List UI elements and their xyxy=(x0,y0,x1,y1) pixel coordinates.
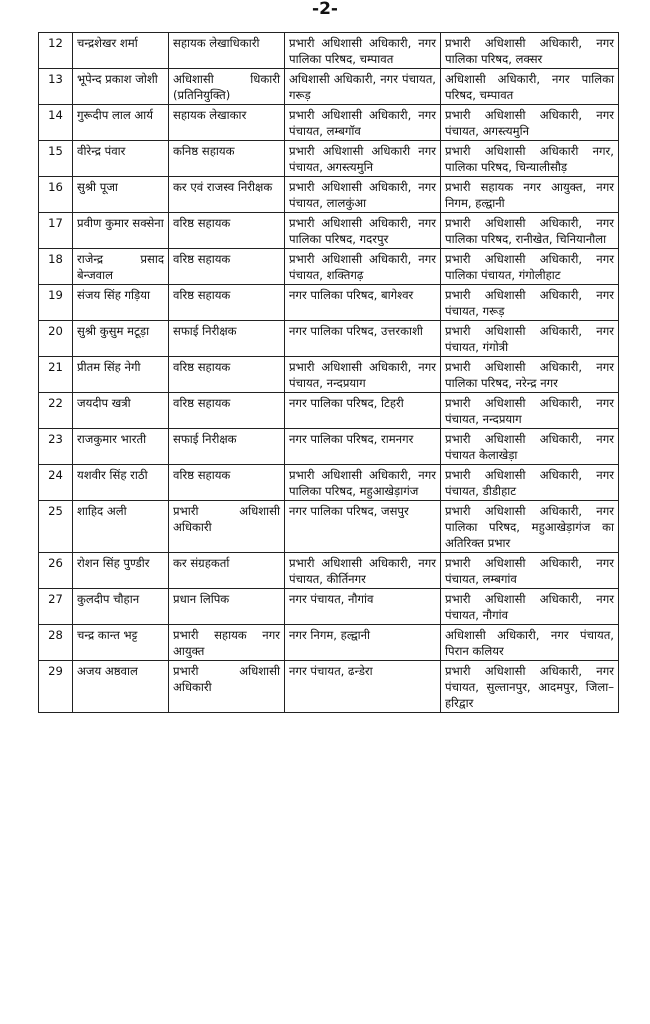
designation-cell: सहायक लेखाकार xyxy=(169,105,285,141)
current-posting-cell: प्रभारी अधिशासी अधिकारी नगर पंचायत, अगस्त्यमुनि xyxy=(285,141,441,177)
designation-cell: प्रभारी सहायक नगर आयुक्त xyxy=(169,625,285,661)
table-row xyxy=(39,501,619,553)
serial-number-cell: 20 xyxy=(39,321,73,357)
current-posting-cell: प्रभारी अधिशासी अधिकारी, नगर पंचायत, लम्बगॉव xyxy=(285,105,441,141)
serial-number-cell: 14 xyxy=(39,105,73,141)
new-posting-cell: प्रभारी अधिशासी अधिकारी, नगर पंचायत, नन्दप्रयाग xyxy=(441,393,619,429)
table-row xyxy=(39,249,619,285)
officer-name-cell: संजय सिंह गड़िया xyxy=(73,285,169,321)
officer-name-cell: प्रीतम सिंह नेगी xyxy=(73,357,169,393)
designation-cell: प्रधान लिपिक xyxy=(169,589,285,625)
table-row xyxy=(39,465,619,501)
new-posting-cell: अधिशासी अधिकारी, नगर पालिका परिषद, चम्पावत xyxy=(441,69,619,105)
serial-number-cell: 28 xyxy=(39,625,73,661)
new-posting-cell: प्रभारी अधिशासी अधिकारी, नगर पालिका परिषद, महुआखेड़ागंज का अतिरिक्त प्रभार xyxy=(441,501,619,553)
current-posting-cell: नगर पंचायत, ढन्डेरा xyxy=(285,661,441,713)
officer-name-cell: जयदीप खत्री xyxy=(73,393,169,429)
designation-cell: सफाई निरीक्षक xyxy=(169,321,285,357)
designation-cell: अधिशासी धिकारी (प्रतिनियुक्ति) xyxy=(169,69,285,105)
current-posting-cell: प्रभारी अधिशासी अधिकारी, नगर पालिका परिषद, चम्पावत xyxy=(285,33,441,69)
current-posting-cell: प्रभारी अधिशासी अधिकारी, नगर पंचायत, कीर्तिनगर xyxy=(285,553,441,589)
current-posting-cell: नगर पंचायत, नौगांव xyxy=(285,589,441,625)
officer-name-cell: यशवीर सिंह राठी xyxy=(73,465,169,501)
table-row xyxy=(39,589,619,625)
new-posting-cell: प्रभारी अधिशासी अधिकारी, नगर पंचायत, गरूड़ xyxy=(441,285,619,321)
transfer-table xyxy=(38,32,619,713)
officer-name-cell: सुश्री कुसुम मटूड़ा xyxy=(73,321,169,357)
officer-name-cell: गुरूदीप लाल आर्य xyxy=(73,105,169,141)
new-posting-cell: प्रभारी अधिशासी अधिकारी, नगर पालिका परिषद, लक्सर xyxy=(441,33,619,69)
designation-cell: वरिष्ठ सहायक xyxy=(169,357,285,393)
new-posting-cell: प्रभारी अधिशासी अधिकारी, नगर पालिका परिषद, रानीखेत, चिनियानौला xyxy=(441,213,619,249)
new-posting-cell: प्रभारी अधिशासी अधिकारी, नगर पालिका परिषद, नरेन्द्र नगर xyxy=(441,357,619,393)
designation-cell: कर संग्रहकर्ता xyxy=(169,553,285,589)
current-posting-cell: प्रभारी अधिशासी अधिकारी, नगर पंचायत, शक्तिगढ़ xyxy=(285,249,441,285)
table-row xyxy=(39,285,619,321)
officer-name-cell: राजकुमार भारती xyxy=(73,429,169,465)
serial-number-cell: 24 xyxy=(39,465,73,501)
new-posting-cell: प्रभारी सहायक नगर आयुक्त, नगर निगम, हल्द्वानी xyxy=(441,177,619,213)
new-posting-cell: प्रभारी अधिशासी अधिकारी, नगर पंचायत, गंगोत्री xyxy=(441,321,619,357)
new-posting-cell: प्रभारी अधिशासी अधिकारी, नगर पंचायत, लम्बगांव xyxy=(441,553,619,589)
new-posting-cell: प्रभारी अधिशासी अधिकारी, नगर पंचायत केलाखेड़ा xyxy=(441,429,619,465)
designation-cell: कर एवं राजस्व निरीक्षक xyxy=(169,177,285,213)
table-row xyxy=(39,141,619,177)
current-posting-cell: नगर निगम, हल्द्वानी xyxy=(285,625,441,661)
current-posting-cell: नगर पालिका परिषद, उत्तरकाशी xyxy=(285,321,441,357)
serial-number-cell: 23 xyxy=(39,429,73,465)
table-row xyxy=(39,213,619,249)
current-posting-cell: नगर पालिका परिषद, जसपुर xyxy=(285,501,441,553)
designation-cell: वरिष्ठ सहायक xyxy=(169,465,285,501)
serial-number-cell: 29 xyxy=(39,661,73,713)
officer-name-cell: रोशन सिंह पुण्डीर xyxy=(73,553,169,589)
new-posting-cell: प्रभारी अधिशासी अधिकारी, नगर पंचायत, सुल्तानपुर, आदमपुर, जिला–हरिद्वार xyxy=(441,661,619,713)
new-posting-cell: प्रभारी अधिशासी अधिकारी, नगर पंचायत, डीडीहाट xyxy=(441,465,619,501)
officer-name-cell: प्रवीण कुमार सक्सेना xyxy=(73,213,169,249)
designation-cell: वरिष्ठ सहायक xyxy=(169,249,285,285)
new-posting-cell: प्रभारी अधिशासी अधिकारी नगर, पालिका परिषद, चिन्यालीसौड़ xyxy=(441,141,619,177)
designation-cell: प्रभारी अधिशासी अधिकारी xyxy=(169,501,285,553)
serial-number-cell: 16 xyxy=(39,177,73,213)
officer-name-cell: राजेन्द्र प्रसाद बेन्जवाल xyxy=(73,249,169,285)
designation-cell: वरिष्ठ सहायक xyxy=(169,285,285,321)
current-posting-cell: नगर पालिका परिषद, रामनगर xyxy=(285,429,441,465)
table-row xyxy=(39,357,619,393)
current-posting-cell: नगर पालिका परिषद, बागेश्वर xyxy=(285,285,441,321)
new-posting-cell: प्रभारी अधिशासी अधिकारी, नगर पंचायत, अगस्त्यमुनि xyxy=(441,105,619,141)
new-posting-cell: अधिशासी अधिकारी, नगर पंचायत, पिरान कलियर xyxy=(441,625,619,661)
designation-cell: प्रभारी अधिशासी अधिकारी xyxy=(169,661,285,713)
officer-name-cell: वीरेन्द्र पंवार xyxy=(73,141,169,177)
officer-name-cell: चन्द्र कान्त भट्ट xyxy=(73,625,169,661)
serial-number-cell: 21 xyxy=(39,357,73,393)
current-posting-cell: प्रभारी अधिशासी अधिकारी, नगर पंचायत, लालकुंआ xyxy=(285,177,441,213)
officer-name-cell: अजय अष्ठवाल xyxy=(73,661,169,713)
current-posting-cell: अधिशासी अधिकारी, नगर पंचायत, गरूड़ xyxy=(285,69,441,105)
table-row xyxy=(39,553,619,589)
designation-cell: सफाई निरीक्षक xyxy=(169,429,285,465)
page-number: -2- xyxy=(312,0,338,19)
table-row xyxy=(39,33,619,69)
table-row xyxy=(39,661,619,713)
officer-name-cell: भूपेन्द प्रकाश जोशी xyxy=(73,69,169,105)
table-row xyxy=(39,429,619,465)
serial-number-cell: 26 xyxy=(39,553,73,589)
designation-cell: वरिष्ठ सहायक xyxy=(169,393,285,429)
serial-number-cell: 15 xyxy=(39,141,73,177)
new-posting-cell: प्रभारी अधिशासी अधिकारी, नगर पालिका पंचायत, गंगोलीहाट xyxy=(441,249,619,285)
current-posting-cell: नगर पालिका परिषद, टिहरी xyxy=(285,393,441,429)
serial-number-cell: 22 xyxy=(39,393,73,429)
transfer-table-body xyxy=(39,33,619,713)
officer-name-cell: कुलदीप चौहान xyxy=(73,589,169,625)
table-row xyxy=(39,393,619,429)
current-posting-cell: प्रभारी अधिशासी अधिकारी, नगर पालिका परिषद, महुआखेड़ागंज xyxy=(285,465,441,501)
officer-name-cell: चन्द्रशेखर शर्मा xyxy=(73,33,169,69)
serial-number-cell: 17 xyxy=(39,213,73,249)
officer-name-cell: शाहिद अली xyxy=(73,501,169,553)
serial-number-cell: 27 xyxy=(39,589,73,625)
serial-number-cell: 25 xyxy=(39,501,73,553)
table-row xyxy=(39,625,619,661)
table-row xyxy=(39,69,619,105)
officer-name-cell: सुश्री पूजा xyxy=(73,177,169,213)
table-row xyxy=(39,177,619,213)
table-row xyxy=(39,105,619,141)
current-posting-cell: प्रभारी अधिशासी अधिकारी, नगर पंचायत, नन्दप्रयाग xyxy=(285,357,441,393)
serial-number-cell: 19 xyxy=(39,285,73,321)
serial-number-cell: 12 xyxy=(39,33,73,69)
designation-cell: कनिष्ठ सहायक xyxy=(169,141,285,177)
designation-cell: वरिष्ठ सहायक xyxy=(169,213,285,249)
new-posting-cell: प्रभारी अधिशासी अधिकारी, नगर पंचायत, नौगांव xyxy=(441,589,619,625)
serial-number-cell: 13 xyxy=(39,69,73,105)
serial-number-cell: 18 xyxy=(39,249,73,285)
designation-cell: सहायक लेखाधिकारी xyxy=(169,33,285,69)
table-row xyxy=(39,321,619,357)
current-posting-cell: प्रभारी अधिशासी अधिकारी, नगर पालिका परिषद, गदरपुर xyxy=(285,213,441,249)
